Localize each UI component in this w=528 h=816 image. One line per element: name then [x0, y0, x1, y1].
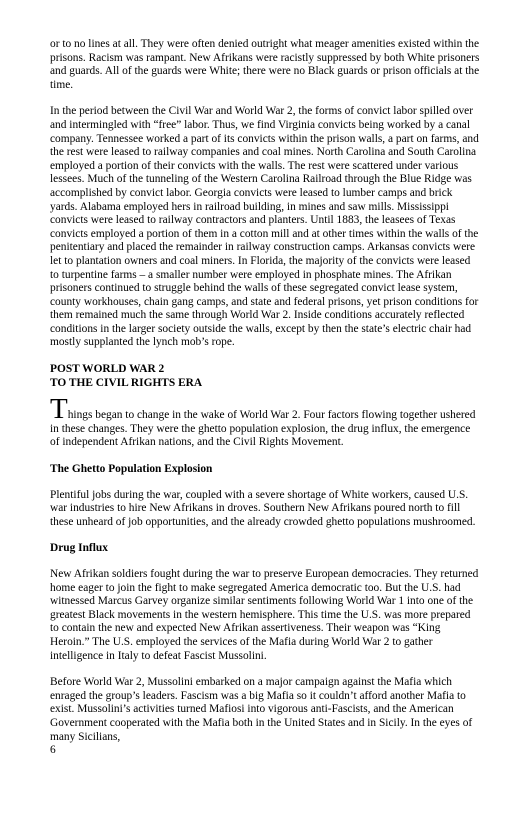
paragraph-drug-influx-1: New Afrikan soldiers fought during the war to preserve European democracies. They returned home eager to join the fight to make segregated America democratic too. But the U.S. had witnessed Marcus Garvey organize similar sentiments following World War 1 into one of the greatest Black movements in the western hemisphere. This time the U.S. was more prepared to contain the new and expected New Afrikan assertiveness. Their weapon was “King Heroin.” The U.S. employed the services of the Mafia during World War 2 to gather intelligence in Italy to defeat Fascist Mussolini. — [50, 568, 479, 662]
paragraph-convict-labor: In the period between the Civil War and World War 2, the forms of convict labor spilled over and intermingled with “free” labor. Thus, we find Virginia convicts being worked by a canal company. Tennessee worked a part of its convicts within the prison walls, a part on farms, and the rest were leased to railway companies and coal mines. North Carolina and South Carolina employed a portion of their convicts with the walls. The rest were scattered under various lessees. Much of the tunneling of the Western Carolina Railroad through the Blue Ridge was accomplished by convict labor. Georgia convicts were leased to lumber camps and brick yards. Alabama employed hers in railroad building, in mines and saw mills. Mississippi convicts were leased to railway contractors and planters. Until 1883, the leasees of Texas convicts employed a portion of them in a cotton mill and at other times within the walls of the penitentiary and placed the remainder in railway construction camps. Arkansas convicts were let to plantation owners and coal miners. In Florida, the majority of the convicts were leased to turpentine farms – a smaller number were employed in phosphate mines. The Afrikan prisoners continued to struggle behind the walls of these segregated convict lease system, county workhouses, chain gang camps, and state and federal prisons, yet prison conditions for them remained much the same through World War 2. Inside conditions accurately reflected conditions in the larger society outside the walls, except by then the state’s electric chair had mostly supplanted the lynch mob’s rope. — [50, 105, 479, 349]
drug-influx-2-text: Before World War 2, Mussolini embarked on a major campaign against the Mafia which enraged the group’s leaders. Fascism was a big Mafia so it couldn’t afford another Mafia to exist. Mussolini’s activities turned Mafiosi into vigorous anti-Fascists, and the American Government cooperated with the Mafia both in the United States and in Sicily. In the eyes of many Sicilians, — [50, 676, 473, 743]
section-heading-line-1: POST WORLD WAR 2 — [50, 363, 165, 376]
paragraph-prison-conditions: or to no lines at all. They were often denied outright what meager amenities existed within the prisons. Racism was rampant. New Afrikans were racistly suppressed by both White prisoners and guards. All of the guards were White; there were no Black guards or prison officials at the time. — [50, 38, 480, 91]
document-page — [50, 38, 480, 758]
subheading-ghetto-population: The Ghetto Population Explosion — [50, 463, 213, 476]
paragraph-drug-influx-2 — [50, 676, 480, 758]
page-number: 6 — [50, 744, 56, 757]
section-heading-line-2: TO THE CIVIL RIGHTS ERA — [50, 376, 203, 389]
drop-cap-letter: T — [50, 393, 68, 426]
section-heading — [50, 363, 480, 390]
intro-text: hings began to change in the wake of World War 2. Four factors flowing together ushered in these changes. They were the ghetto population explosion, the drug influx, the emergence of independent Afrikan nations, and the Civil Rights Movement. — [50, 409, 476, 449]
subheading-drug-influx: Drug Influx — [50, 542, 108, 555]
paragraph-intro — [50, 393, 480, 450]
paragraph-ghetto-population: Plentiful jobs during the war, coupled with a severe shortage of White workers, caused U.S. war industries to hire New Afrikans in droves. Southern New Afrikans poured north to fill these unheard of job opportunities, and the already crowded ghetto populations mushroomed. — [50, 488, 476, 528]
